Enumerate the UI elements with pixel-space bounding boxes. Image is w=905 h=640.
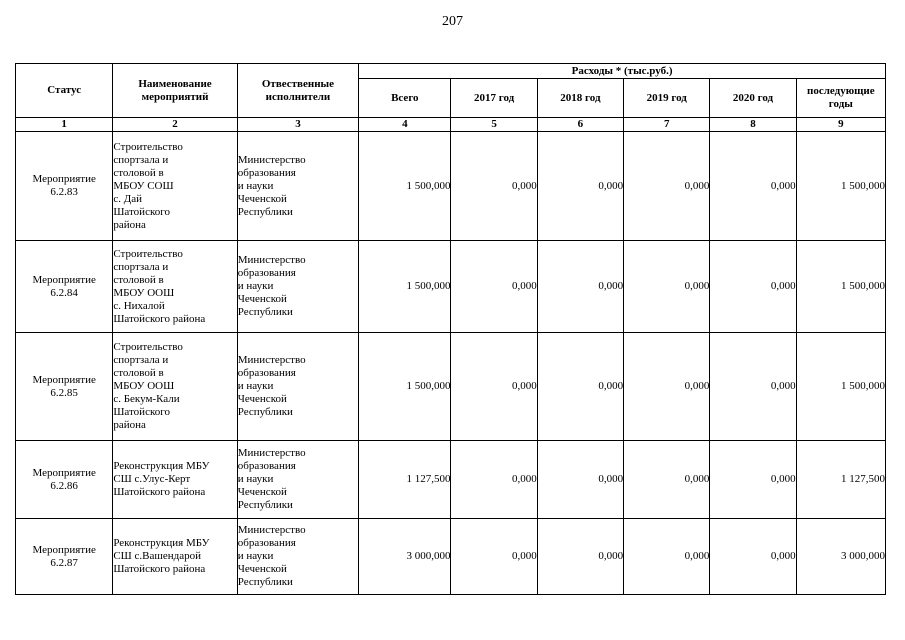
responsible-cell-line: Министерство <box>237 447 306 459</box>
y2018-cell: 0,000 <box>537 441 623 519</box>
column-number: 1 <box>16 118 113 132</box>
column-numbers-row <box>16 118 886 132</box>
total-cell: 1 500,000 <box>359 333 451 441</box>
status-cell-line: 6.2.87 <box>50 556 78 569</box>
name-cell-line: Строительство <box>113 140 183 153</box>
y2020-cell: 0,000 <box>710 519 796 595</box>
responsible-cell-line: Республики <box>237 306 293 318</box>
status-cell <box>16 132 113 241</box>
column-number: 8 <box>710 118 796 132</box>
responsible-cell-line: Чеченской <box>237 486 287 498</box>
total-cell: 1 500,000 <box>359 241 451 333</box>
name-cell-line: района <box>113 419 146 431</box>
column-number: 9 <box>796 118 885 132</box>
header-2020: 2020 год <box>710 79 796 118</box>
expenses-table <box>15 63 886 595</box>
header-2019: 2019 год <box>624 79 710 118</box>
status-cell-line: Мероприятие <box>32 466 96 479</box>
table-row <box>16 441 886 519</box>
table-row <box>16 333 886 441</box>
name-cell-line: МБОУ ООШ <box>113 286 175 299</box>
subsequent-cell: 3 000,000 <box>796 519 885 595</box>
responsible-cell-line: образования <box>237 367 296 379</box>
column-number: 7 <box>624 118 710 132</box>
y2020-cell: 0,000 <box>710 241 796 333</box>
y2019-cell: 0,000 <box>624 333 710 441</box>
name-cell <box>113 519 237 595</box>
y2017-cell: 0,000 <box>451 132 537 241</box>
name-cell-line: с. Бекум-Кали <box>113 393 180 405</box>
responsible-cell-line: Министерство <box>237 354 306 366</box>
status-cell-line: Мероприятие <box>32 543 96 556</box>
responsible-cell-line: Республики <box>237 576 293 588</box>
responsible-cell <box>237 241 358 333</box>
responsible-cell-line: Республики <box>237 406 293 418</box>
status-cell-line: Мероприятие <box>32 173 96 185</box>
page-number: 207 <box>442 14 463 29</box>
y2019-cell: 0,000 <box>624 132 710 241</box>
name-cell <box>113 132 237 241</box>
y2018-cell: 0,000 <box>537 333 623 441</box>
subsequent-cell: 1 500,000 <box>796 132 885 241</box>
status-cell <box>16 241 113 333</box>
responsible-cell-line: и науки <box>237 280 274 292</box>
header-2018: 2018 год <box>537 79 623 118</box>
name-cell-line: СШ с.Вашендарой <box>113 550 201 562</box>
y2017-cell: 0,000 <box>451 519 537 595</box>
header-responsible: Отвественные исполнители <box>237 64 358 118</box>
responsible-cell-line: образования <box>237 166 296 179</box>
name-cell-line: с. Нихалой <box>113 299 165 312</box>
y2019-cell: 0,000 <box>624 441 710 519</box>
name-cell-line: Шатойского <box>113 406 170 418</box>
name-cell-line: МБОУ СОШ <box>113 179 174 192</box>
responsible-cell-line: и науки <box>237 179 274 192</box>
responsible-cell-line: образования <box>237 537 296 549</box>
total-cell: 1 127,500 <box>359 441 451 519</box>
header-status: Статус <box>16 64 113 118</box>
header-total: Всего <box>359 79 451 118</box>
name-cell-line: СШ с.Улус-Керт <box>113 473 191 485</box>
responsible-cell <box>237 132 358 241</box>
column-number: 5 <box>451 118 537 132</box>
y2018-cell: 0,000 <box>537 132 623 241</box>
header-name: Наименование мероприятий <box>113 64 237 118</box>
column-number: 2 <box>113 118 237 132</box>
responsible-cell-line: Министерство <box>237 524 306 536</box>
responsible-cell <box>237 333 358 441</box>
status-cell-line: 6.2.85 <box>50 386 78 399</box>
name-cell-line: Шатойского района <box>113 312 206 325</box>
header-expenses: Расходы * (тыс.руб.) <box>359 64 886 79</box>
name-cell-line: спортзала и <box>113 153 169 166</box>
name-cell-line: столовой в <box>113 273 164 286</box>
name-cell <box>113 333 237 441</box>
y2017-cell: 0,000 <box>451 333 537 441</box>
responsible-cell-line: Министерство <box>237 254 306 266</box>
responsible-cell-line: и науки <box>237 380 274 392</box>
name-cell-line: спортзала и <box>113 354 169 366</box>
name-cell-line: спортзала и <box>113 260 169 273</box>
responsible-cell-line: Министерство <box>237 153 306 166</box>
column-number: 3 <box>237 118 358 132</box>
responsible-cell-line: Республики <box>237 499 293 511</box>
status-cell-line: 6.2.84 <box>50 286 78 299</box>
table-body <box>16 132 886 595</box>
name-cell-line: Реконструкция МБУ <box>113 537 210 549</box>
table-row <box>16 519 886 595</box>
status-cell-line: 6.2.83 <box>50 186 78 198</box>
responsible-cell <box>237 519 358 595</box>
y2020-cell: 0,000 <box>710 132 796 241</box>
name-cell-line: столовой в <box>113 367 164 379</box>
status-cell-line: Мероприятие <box>32 373 96 386</box>
responsible-cell-line: образования <box>237 460 296 472</box>
name-cell-line: Шатойского района <box>113 563 206 575</box>
y2019-cell: 0,000 <box>624 519 710 595</box>
status-cell <box>16 519 113 595</box>
name-cell <box>113 241 237 333</box>
y2020-cell: 0,000 <box>710 333 796 441</box>
responsible-cell <box>237 441 358 519</box>
name-cell-line: столовой в <box>113 166 164 179</box>
status-cell-line: Мероприятие <box>32 273 96 286</box>
header-subsequent: последующие годы <box>796 79 885 118</box>
name-cell-line: Реконструкция МБУ <box>113 460 210 472</box>
name-cell-line: Шатойского района <box>113 486 206 498</box>
subsequent-cell: 1 500,000 <box>796 333 885 441</box>
status-cell <box>16 333 113 441</box>
column-number: 6 <box>537 118 623 132</box>
name-cell <box>113 441 237 519</box>
subsequent-cell: 1 500,000 <box>796 241 885 333</box>
status-cell <box>16 441 113 519</box>
y2018-cell: 0,000 <box>537 519 623 595</box>
responsible-cell-line: Чеченской <box>237 393 287 405</box>
name-cell-line: МБОУ ООШ <box>113 380 175 392</box>
status-cell-line: 6.2.86 <box>50 479 78 492</box>
name-cell-line: Шатойского <box>113 205 170 218</box>
table-row <box>16 132 886 241</box>
y2019-cell: 0,000 <box>624 241 710 333</box>
y2018-cell: 0,000 <box>537 241 623 333</box>
name-cell-line: Строительство <box>113 247 183 260</box>
name-cell-line: с. Дай <box>113 192 142 205</box>
y2017-cell: 0,000 <box>451 241 537 333</box>
y2017-cell: 0,000 <box>451 441 537 519</box>
header-2017: 2017 год <box>451 79 537 118</box>
responsible-cell-line: Чеченской <box>237 563 287 575</box>
name-cell-line: района <box>113 218 146 231</box>
responsible-cell-line: и науки <box>237 473 274 485</box>
responsible-cell-line: образования <box>237 267 296 279</box>
subsequent-cell: 1 127,500 <box>796 441 885 519</box>
responsible-cell-line: Чеченской <box>237 293 287 305</box>
responsible-cell-line: Республики <box>237 205 293 218</box>
total-cell: 1 500,000 <box>359 132 451 241</box>
y2020-cell: 0,000 <box>710 441 796 519</box>
table-row <box>16 241 886 333</box>
column-number: 4 <box>359 118 451 132</box>
responsible-cell-line: Чеченской <box>237 192 287 205</box>
name-cell-line: Строительство <box>113 341 183 353</box>
responsible-cell-line: и науки <box>237 550 274 562</box>
total-cell: 3 000,000 <box>359 519 451 595</box>
